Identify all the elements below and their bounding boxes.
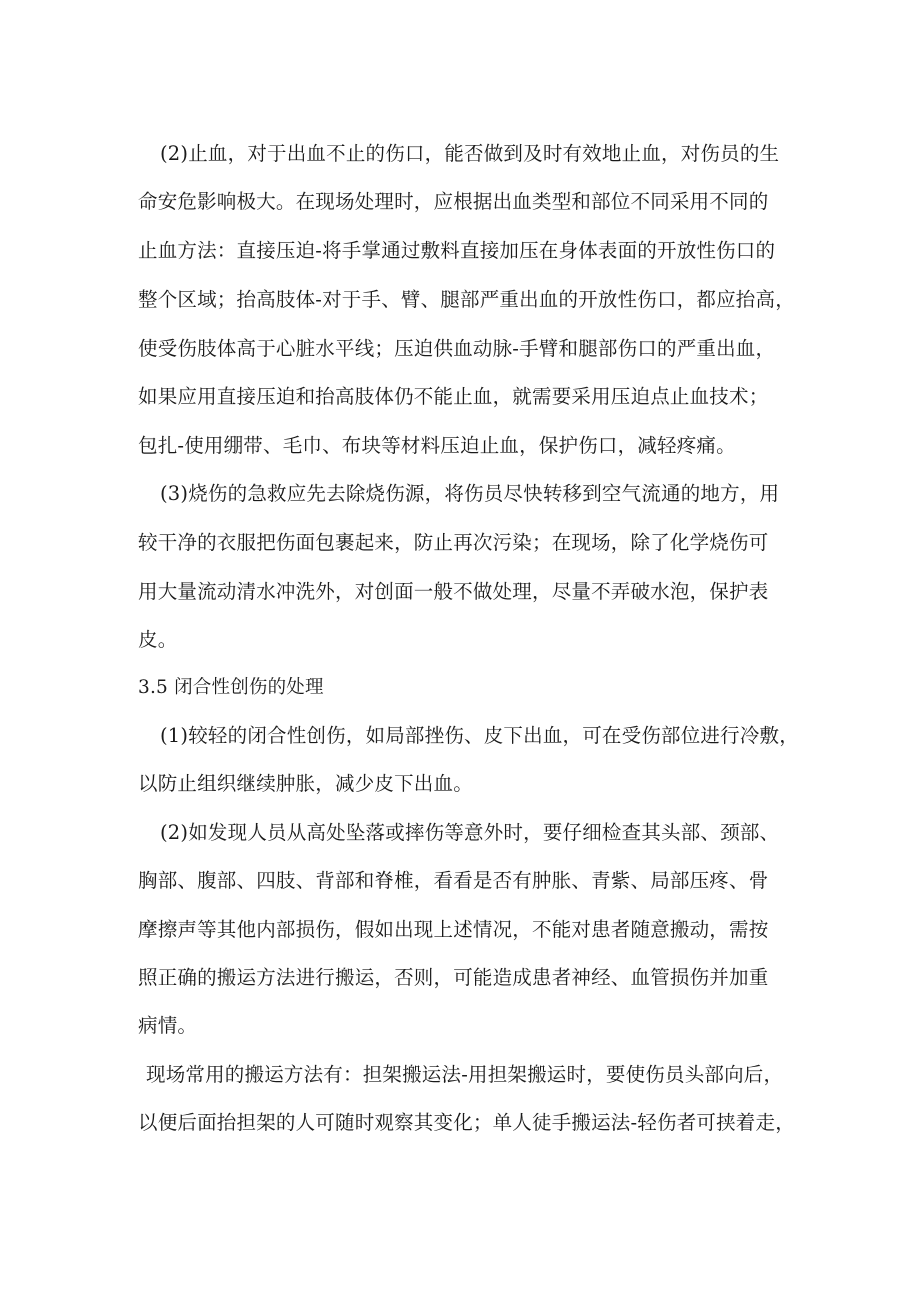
text-line: 较干净的衣服把伤面包裹起来，防止再次污染；在现场，除了化学烧伤可 (138, 531, 769, 554)
text-line: 整个区域；抬高肢体-对于手、臂、腿部严重出血的开放性伤口，都应抬高， (138, 288, 795, 311)
section-heading: 3.5 闭合性创伤的处理 (138, 677, 324, 698)
text-line: (2)如发现人员从高处坠落或摔伤等意外时，要仔细检查其头部、颈部、 (160, 821, 780, 844)
text-line: 以便后面抬担架的人可随时观察其变化；单人徒手搬运法-轻伤者可挟着走， (138, 1111, 795, 1134)
text-line: 现场常用的搬运方法有：担架搬运法-用担架搬运时，要使伤员头部向后， (146, 1063, 784, 1086)
text-line: (2)止血，对于出血不止的伤口，能否做到及时有效地止血，对伤员的生 (160, 142, 780, 165)
text-line: 包扎-使用绷带、毛巾、布块等材料压迫止血，保护伤口，减轻疼痛。 (138, 434, 736, 457)
text-line: (3)烧伤的急救应先去除烧伤源，将伤员尽快转移到空气流通的地方，用 (160, 482, 780, 505)
text-line: 胸部、腹部、四肢、背部和脊椎，看看是否有肿胀、青紫、局部压疼、骨 (138, 869, 769, 892)
text-line: 使受伤肢体高于心脏水平线；压迫供血动脉-手臂和腿部伤口的严重出血， (138, 337, 776, 360)
text-line: 止血方法：直接压迫-将手掌通过敷料直接加压在身体表面的开放性伤口的 (138, 239, 776, 262)
text-line: 皮。 (138, 628, 178, 651)
text-line: 摩擦声等其他内部损伤，假如出现上述情况，不能对患者随意搬动，需按 (138, 918, 769, 941)
text-line: 如果应用直接压迫和抬高肢体仍不能止血，就需要采用压迫点止血技术； (138, 385, 769, 408)
text-line: 以防止组织继续肿胀，减少皮下出血。 (138, 772, 473, 795)
text-line: 命安危影响极大。在现场处理时，应根据出血类型和部位不同采用不同的 (138, 190, 769, 213)
text-line: 病情。 (138, 1014, 198, 1037)
text-line: 用大量流动清水冲洗外，对创面一般不做处理，尽量不弄破水泡，保护表 (138, 580, 769, 603)
text-line: (1)较轻的闭合性创伤，如局部挫伤、皮下出血，可在受伤部位进行冷敷， (160, 724, 799, 747)
text-line: 照正确的搬运方法进行搬运，否则，可能造成患者神经、血管损伤并加重 (138, 966, 769, 989)
